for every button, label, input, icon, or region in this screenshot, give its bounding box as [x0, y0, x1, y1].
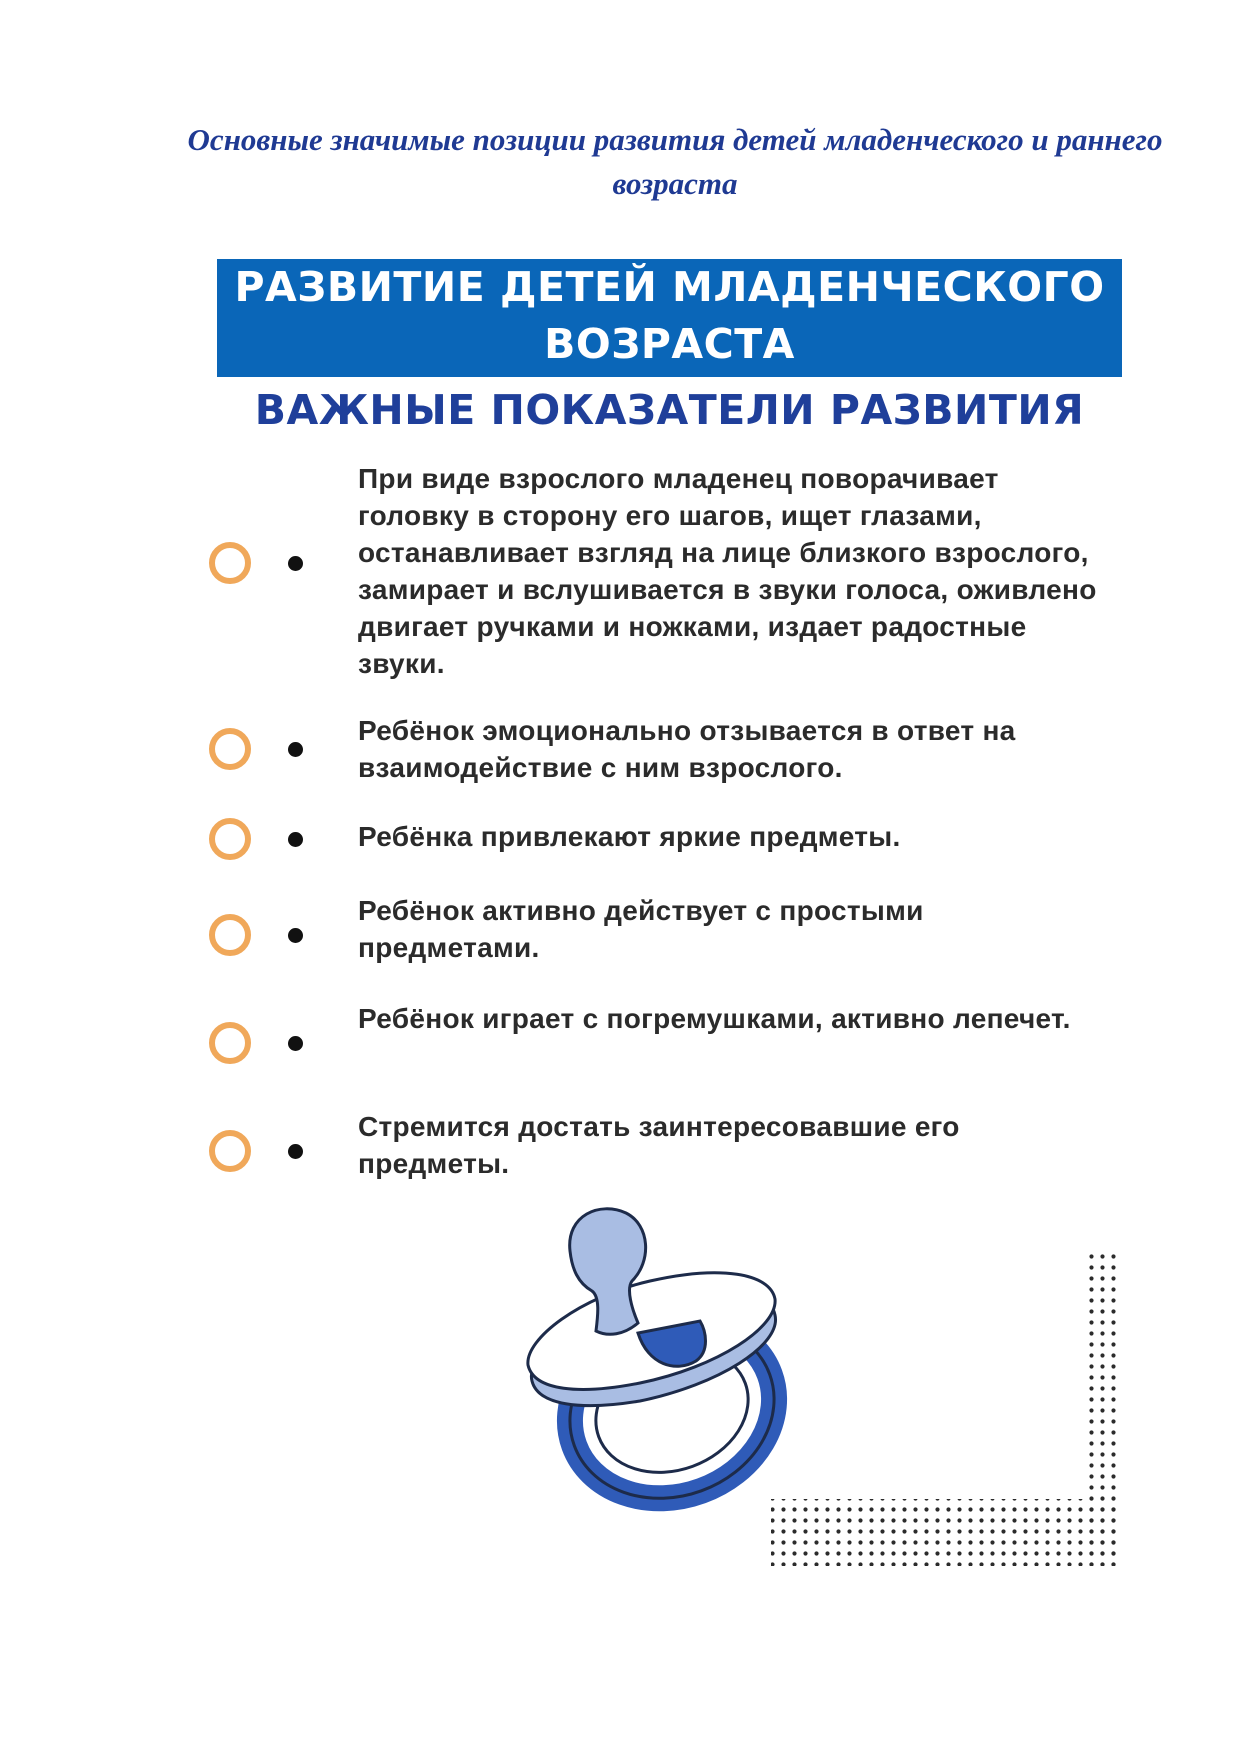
item-text: Ребёнок активно действует с простыми предметами. [358, 895, 924, 963]
banner-line-2: ВОЗРАСТА [544, 320, 795, 368]
document-heading: Основные значимые позиции развития детей младенческого и раннего возраста [187, 122, 1163, 201]
item-text: Ребёнок эмоционально отзывается в ответ на взаимодействие с ним взрослого. [358, 715, 1016, 783]
item-text: Стремится достать заинтересовавшие его предметы. [358, 1111, 960, 1179]
section-subtitle: ВАЖНЫЕ ПОКАЗАТЕЛИ РАЗВИТИЯ [254, 386, 1085, 434]
item-text: При виде взрослого младенец поворачивает головку в сторону его шагов, ищет глазами, останавливает взгляд на лице близкого взрослого, замирает и вслушивается в звуки голоса, оживлено двигает ручками и ножками, издает радостные звуки. [358, 463, 1097, 679]
banner-line-1: РАЗВИТИЕ ДЕТЕЙ МЛАДЕНЧЕСКОГО [234, 263, 1105, 311]
item-text: Ребёнка привлекают яркие предметы. [358, 821, 901, 852]
item-text: Ребёнок играет с погремушками, активно лепечет. [358, 1003, 1071, 1034]
